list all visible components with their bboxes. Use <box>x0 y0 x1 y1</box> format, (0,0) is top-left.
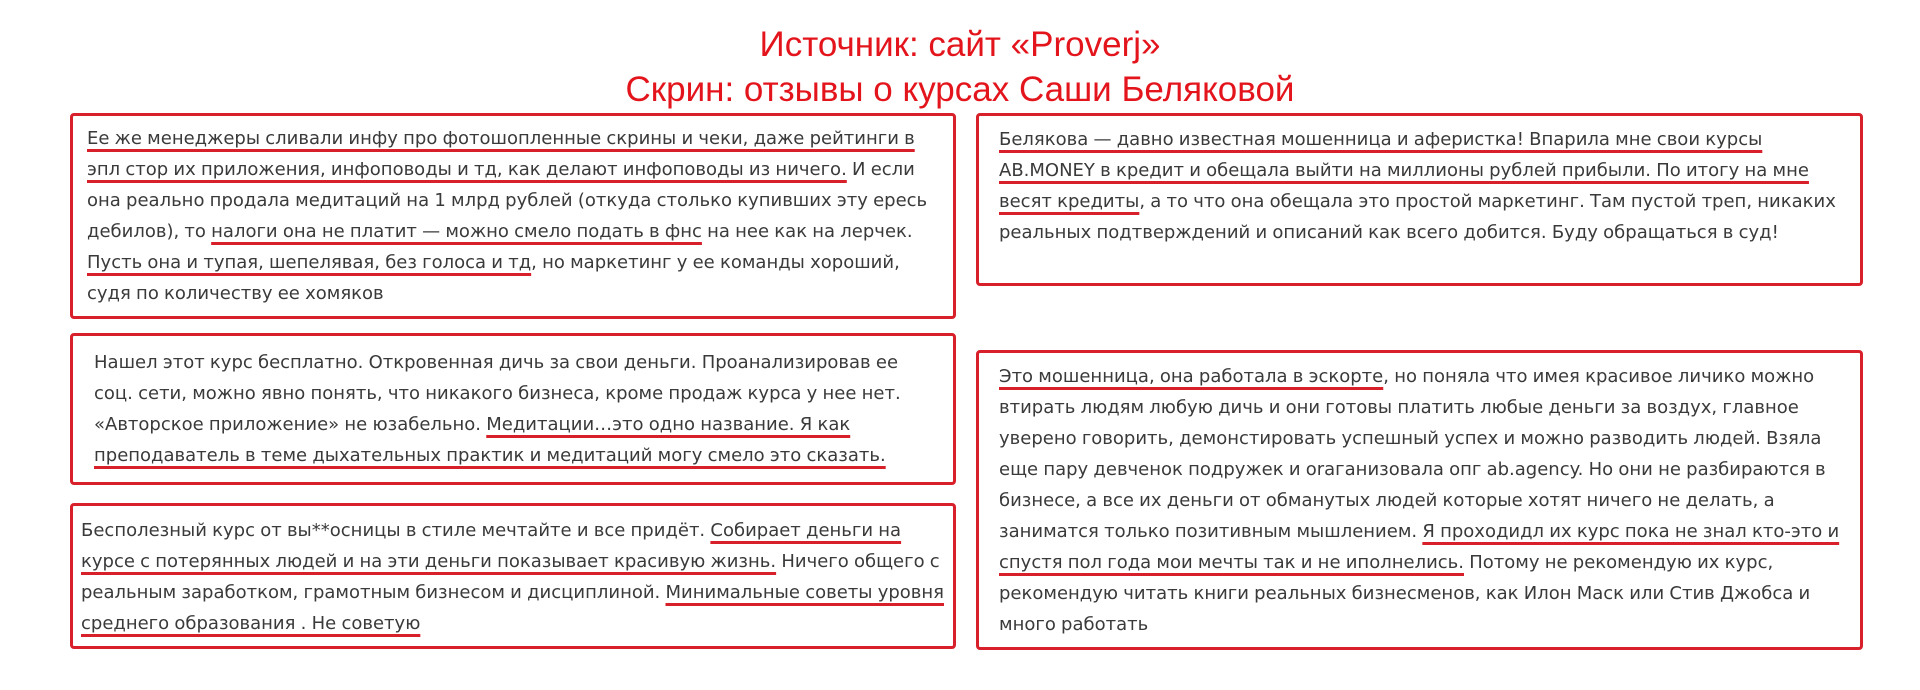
review-text-segment: И если она реально продала медитаций на 1 млрд рублей (откуда столько купивших эту ересь дебилов), то <box>87 159 928 242</box>
highlighted-text: Пусть она и тупая, шепелявая, без голоса и тд <box>87 252 532 273</box>
review-card-3 <box>70 503 956 649</box>
review-text <box>81 515 951 639</box>
review-card-4 <box>976 113 1863 286</box>
highlighted-text: Медитации…это одно название. Я как преподаватель в теме дыхательных практик и медитаций могу смело это сказать. <box>94 414 886 466</box>
review-text <box>999 124 1849 248</box>
highlighted-text: Собирает деньги на курсе с потерянных людей и на эти деньги показывает красивую жизнь. <box>81 520 902 572</box>
review-text-segment: , но маркетинг у ее команды хороший, судя по количеству ее хомяков <box>87 252 900 304</box>
highlighted-text: Белякова — давно известная мошенница и аферистка! Впарила мне свои курсы AB.MONEY в кредит и обещала выйти на миллионы рублей прибыли. По итогу на мне весят кредиты <box>999 129 1809 212</box>
review-text-segment: Ничего общего с реальным заработком, грамотным бизнесом и дисциплиной. <box>81 551 940 603</box>
source-line: Источник: сайт «Proverj» <box>759 25 1161 64</box>
highlighted-text: налоги она не платит — можно смело подать в фнс <box>211 221 702 242</box>
review-text <box>87 123 945 309</box>
review-text-segment: Потому не рекомендую их курс, рекомендую читать книги реальных бизнесменов, как Илон Маск или Стив Джобса и много работать <box>999 552 1811 635</box>
source-caption <box>0 22 1920 112</box>
highlighted-text: Это мошенница, она работала в эскорте <box>999 366 1384 387</box>
review-card-5 <box>976 350 1863 650</box>
review-text <box>999 361 1855 640</box>
review-text-segment: Нашел этот курс бесплатно. Откровенная дичь за свои деньги. Проанализировав ее соц. сети, можно явно понять, что никакого бизнеса, кроме продаж курса у нее нет. «Авторское приложение» не юзабельно. <box>94 352 901 435</box>
screenshot-caption-line: Скрин: отзывы о курсах Саши Беляковой <box>625 70 1295 109</box>
highlighted-text: Ее же менеджеры сливали инфу про фотошопленные скрины и чеки, даже рейтинги в эпл стор их приложения, инфоповоды и тд, как делают инфоповоды из ничего. <box>87 128 915 180</box>
review-text-segment: на нее как на лерчек. <box>701 221 913 242</box>
highlighted-text: Минимальные советы уровня среднего образования . Не советую <box>81 582 945 634</box>
review-text <box>94 347 939 471</box>
review-card-2 <box>70 333 956 485</box>
review-text-segment: Бесполезный курс от вы**осницы в стиле мечтайте и все придёт. <box>81 520 711 541</box>
review-text-segment: , а то что она обещала это простой маркетинг. Там пустой треп, никаких реальных подтверждений и описаний как всего добится. Буду обращаться в суд! <box>999 191 1836 243</box>
review-text-segment: , но поняла что имея красивое личико можно втирать людям любую дичь и они готовы платить любые деньги за воздух, главное уверено говорить, демонстировать успешный успех и можно разводить людей. Взяла еще пару девченок подружек и оraганизовала опг ab.agency. Но они не разбираются в бизнесе, а все их деньги от обманутых людей которые хотят ничего не делать, а заниматся только позитивным мышлением. <box>999 366 1826 542</box>
review-card-1 <box>70 113 956 319</box>
highlighted-text: Я проходидл их курс пока не знал кто-это и спустя пол года мои мечты так и не иполнелись. <box>999 521 1840 573</box>
